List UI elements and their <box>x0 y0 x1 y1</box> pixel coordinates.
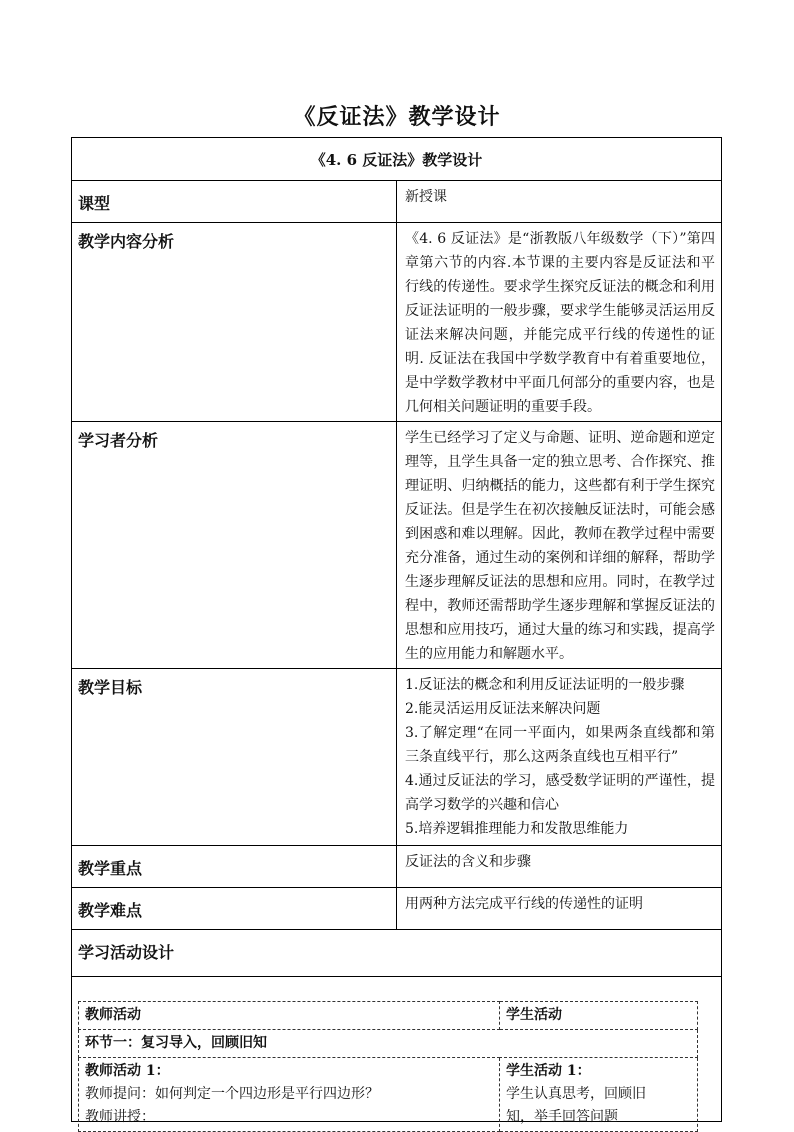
teacher-activity-title: 教师活动 1： <box>85 1063 170 1079</box>
student-activity-line: 知，举手回答问题 <box>506 1109 618 1125</box>
goal-item: 5.培养逻辑推理能力和发散思维能力 <box>405 821 629 837</box>
row-value-teaching-goals <box>397 669 722 846</box>
row-label-learner-analysis: 学习者分析 <box>72 422 397 669</box>
student-activity-line: 学生认真思考，回顾旧 <box>506 1086 646 1102</box>
activity-section-title: 学习活动设计 <box>72 930 722 977</box>
row-value-learner-analysis: 学生已经学习了定义与命题、证明、逆命题和逆定理等，且学生具备一定的独立思考、合作探究、推理证明、归纳概括的能力，这些都有利于学生探究反证法。但是学生在初次接触反证法时，可能会感到困惑和难以理解。因此，教师在教学过程中需要充分准备，通过生动的案例和详细的解释，帮助学生逐步理解反证法的思想和应用。同时，在教学过程中，教师还需帮助学生逐步理解和掌握反证法的思想和应用技巧，通过大量的练习和实践，提高学生的应用能力和解题水平。 <box>397 422 722 669</box>
activity-table <box>78 1001 698 1132</box>
teacher-activity-line: 教师提问：如何判定一个四边形是平行四边形？ <box>85 1086 379 1102</box>
page-title: 《反证法》教学设计 <box>293 104 501 130</box>
activity-container <box>72 977 722 1125</box>
table-heading: 《4. 6 反证法》教学设计 <box>72 138 722 181</box>
teacher-activity-1 <box>79 1058 500 1132</box>
stage-one-title: 环节一：复习导入，回顾旧知 <box>79 1030 698 1058</box>
student-activity-title: 学生活动 1： <box>506 1063 591 1079</box>
row-label-content-analysis: 教学内容分析 <box>72 223 397 422</box>
student-activity-header: 学生活动 <box>500 1002 698 1030</box>
goal-item: 4.通过反证法的学习，感受数学证明的严谨性，提高学习数学的兴趣和信心 <box>405 773 715 813</box>
row-label-teaching-goals: 教学目标 <box>72 669 397 846</box>
row-label-difficult-point: 教学难点 <box>72 888 397 930</box>
teacher-activity-line: 教师讲授： <box>85 1109 155 1125</box>
lesson-design-table <box>71 137 722 1125</box>
row-value-key-point: 反证法的含义和步骤 <box>397 846 722 888</box>
goal-item: 1.反证法的概念和利用反证法证明的一般步骤 <box>405 677 685 693</box>
row-value-lesson-type: 新授课 <box>397 181 722 223</box>
row-value-content-analysis: 《4. 6 反证法》是“浙教版八年级数学（下）”第四章第六节的内容.本节课的主要内容是反证法和平行线的传递性。要求学生探究反证法的概念和利用反证法证明的一般步骤，要求学生能够灵活运用反证法来解决问题，并能完成平行线的传递性的证明. 反证法在我国中学数学教育中有着重要地位，是中学数学教材中平面几何部分的重要内容，也是几何相关问题证明的重要手段。 <box>397 223 722 422</box>
row-label-key-point: 教学重点 <box>72 846 397 888</box>
row-label-lesson-type: 课型 <box>72 181 397 223</box>
goal-item: 2.能灵活运用反证法来解决问题 <box>405 701 601 717</box>
student-activity-1 <box>500 1058 698 1132</box>
teacher-activity-header: 教师活动 <box>79 1002 500 1030</box>
goal-item: 3.了解定理“在同一平面内，如果两条直线都和第三条直线平行，那么这两条直线也互相平行” <box>405 725 715 765</box>
row-value-difficult-point: 用两种方法完成平行线的传递性的证明 <box>397 888 722 930</box>
